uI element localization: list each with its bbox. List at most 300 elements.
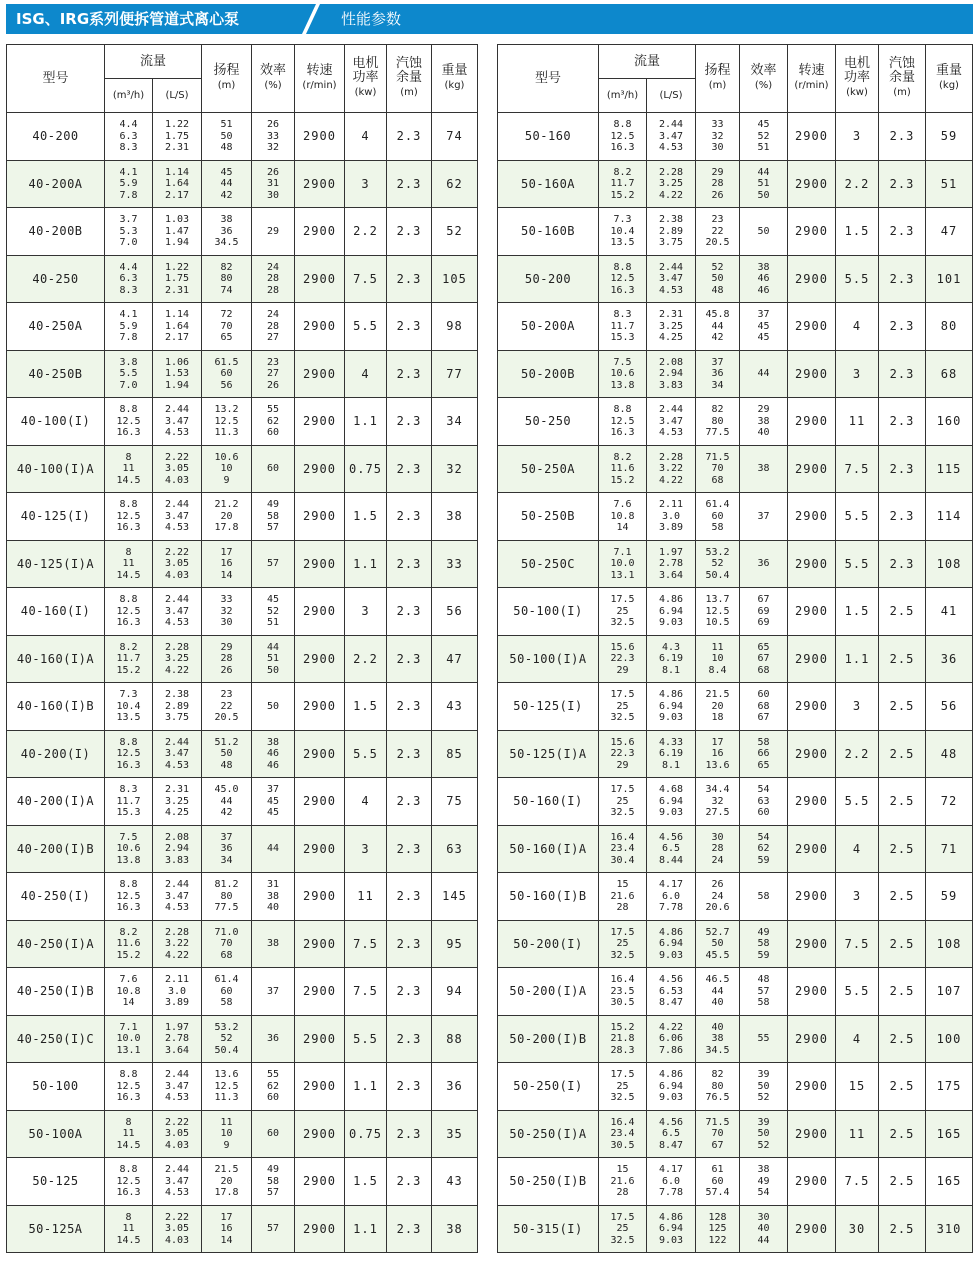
flow-ls-cell-value: 3.47: [164, 605, 190, 617]
flow-ls-cell: [647, 493, 696, 541]
flow-m3h-cell-value: 8.3: [119, 784, 138, 795]
model-cell: 50-125(I)A: [498, 730, 599, 778]
efficiency-cell: [740, 160, 788, 208]
flow-m3h-cell-value: 7.3: [613, 214, 632, 225]
npsh-cell: 2.5: [879, 1110, 926, 1158]
flow-ls-cell-value: 6.5: [661, 1128, 681, 1139]
efficiency-cell-value: 23: [266, 356, 280, 368]
model-cell: 50-125A: [7, 1205, 105, 1253]
npsh-cell: 2.3: [387, 588, 432, 636]
model-cell: 40-250(I)B: [7, 968, 105, 1016]
head-cell-value: 34.5: [705, 1044, 730, 1056]
motor-power-cell: 5.5: [345, 303, 387, 351]
speed-cell: 2900: [295, 1063, 345, 1111]
head-cell-value: 44: [220, 795, 233, 807]
table-row: [7, 968, 478, 1016]
efficiency-cell-value: 50: [757, 189, 770, 201]
efficiency-cell-value: 62: [757, 843, 770, 854]
flow-ls-cell-value: 2.22: [164, 1211, 190, 1223]
flow-ls-cell-value: 1.97: [164, 1021, 190, 1033]
efficiency-cell-value: 54: [757, 831, 770, 843]
head-cell-value: 38: [711, 1033, 724, 1044]
weight-cell: 145: [432, 873, 478, 921]
weight-cell: 48: [926, 730, 973, 778]
flow-m3h-cell-value: 8.2: [613, 166, 632, 178]
efficiency-cell-value: 51: [266, 653, 280, 664]
col-flow: 流量: [105, 45, 202, 79]
efficiency-cell-value: 57: [757, 985, 770, 997]
head-cell-value: 40: [711, 1021, 724, 1033]
head-cell-value: 76.5: [705, 1092, 730, 1103]
speed-cell: 2900: [295, 635, 345, 683]
col-npsh-label: 汽蚀余量: [395, 56, 422, 85]
efficiency-cell: [740, 255, 788, 303]
head-cell-value: 13.2: [214, 404, 239, 415]
weight-cell: 75: [432, 778, 478, 826]
flow-ls-cell-value: 6.06: [658, 1033, 684, 1044]
motor-power-cell: 7.5: [836, 920, 879, 968]
flow-m3h-cell-value: 25: [616, 1080, 629, 1092]
weight-cell: 35: [432, 1110, 478, 1158]
flow-m3h-cell-value: 12.5: [610, 415, 635, 427]
flow-ls-cell-value: 8.1: [661, 759, 681, 771]
flow-m3h-cell-value: 8: [125, 546, 132, 558]
model-cell: 50-160(I)B: [498, 873, 599, 921]
motor-power-cell: 1.5: [345, 683, 387, 731]
page-title: ISG、IRG系列便拆管道式离心泵: [16, 10, 240, 28]
flow-m3h-cell: [105, 683, 153, 731]
efficiency-cell: [252, 255, 295, 303]
npsh-cell: 2.3: [387, 1158, 432, 1206]
weight-cell: 38: [432, 493, 478, 541]
efficiency-cell: 60: [252, 445, 295, 493]
efficiency-cell-value: 40: [757, 427, 770, 438]
flow-m3h-cell-value: 8.2: [119, 641, 138, 653]
head-cell-value: 70: [711, 1128, 724, 1139]
flow-ls-cell-value: 3.47: [164, 748, 190, 759]
flow-ls-cell: [153, 398, 202, 446]
flow-ls-cell-value: 3.22: [658, 463, 684, 474]
head-cell-value: 34: [220, 854, 233, 866]
flow-m3h-cell-value: 8.2: [613, 451, 632, 463]
flow-ls-cell-value: 1.64: [164, 178, 190, 189]
flow-ls-cell-value: 3.47: [164, 890, 190, 902]
head-cell-value: 34.5: [214, 237, 239, 248]
table-row: [7, 635, 478, 683]
efficiency-cell: [740, 113, 788, 161]
model-cell: 50-160(I)A: [498, 825, 599, 873]
efficiency-cell-value: 38: [266, 736, 280, 748]
efficiency-cell-value: 46: [266, 748, 280, 759]
model-cell: 50-250B: [498, 493, 599, 541]
motor-power-cell: 3: [345, 160, 387, 208]
flow-ls-cell-value: 3.47: [164, 1080, 190, 1092]
col-npsh-label: 汽蚀余量: [888, 56, 915, 85]
efficiency-cell: [252, 1158, 295, 1206]
model-cell: 50-200: [498, 255, 599, 303]
npsh-cell: 2.3: [387, 968, 432, 1016]
motor-power-cell: 11: [836, 398, 879, 446]
speed-cell: 2900: [788, 1110, 836, 1158]
head-cell-value: 80: [711, 415, 724, 427]
efficiency-cell-value: 62: [266, 1080, 280, 1092]
head-cell-value: 68: [711, 474, 724, 486]
col-weight: [926, 45, 973, 113]
flow-m3h-cell-value: 16.3: [610, 142, 635, 153]
flow-m3h-cell-value: 10.0: [610, 558, 635, 569]
flow-m3h-cell: [105, 493, 153, 541]
flow-m3h-cell-value: 7.1: [119, 1021, 138, 1033]
table-row: [498, 1205, 973, 1253]
head-cell: [202, 683, 252, 731]
speed-cell: 2900: [788, 540, 836, 588]
flow-m3h-cell: [599, 208, 647, 256]
head-cell: [696, 303, 740, 351]
model-cell: 40-250: [7, 255, 105, 303]
flow-m3h-cell-value: 17.5: [610, 926, 635, 938]
weight-cell: 47: [926, 208, 973, 256]
flow-ls-cell-value: 4.86: [658, 1211, 684, 1223]
motor-power-cell: 5.5: [345, 730, 387, 778]
head-cell-value: 28: [220, 653, 233, 664]
speed-cell: 2900: [295, 968, 345, 1016]
table-row: [7, 493, 478, 541]
flow-m3h-cell: [105, 540, 153, 588]
flow-ls-cell-value: 3.25: [164, 795, 190, 807]
head-cell-value: 42: [220, 807, 233, 818]
flow-m3h-cell-value: 7.6: [613, 499, 632, 510]
flow-ls-cell-value: 2.11: [658, 499, 684, 510]
model-cell: 50-160: [498, 113, 599, 161]
head-cell-value: 11.3: [214, 1092, 239, 1103]
speed-cell: 2900: [295, 825, 345, 873]
npsh-cell: 2.3: [879, 255, 926, 303]
head-cell: [696, 1158, 740, 1206]
motor-power-cell: 1.1: [836, 635, 879, 683]
flow-m3h-cell-value: 15.2: [610, 1021, 635, 1033]
model-cell: 50-315(I): [498, 1205, 599, 1253]
head-cell-value: 45.0: [214, 784, 239, 795]
col-model: 型号: [498, 45, 599, 113]
head-cell-value: 26: [711, 879, 724, 890]
head-cell: [696, 540, 740, 588]
head-cell-value: 68: [220, 949, 233, 961]
col-motor-power-unit: (kw): [846, 87, 868, 98]
head-cell-value: 50: [220, 748, 233, 759]
head-cell-value: 128: [708, 1211, 727, 1223]
flow-m3h-cell: [105, 1158, 153, 1206]
flow-m3h-cell-value: 11.7: [610, 320, 635, 332]
flow-m3h-cell-value: 11.6: [610, 463, 635, 474]
model-cell: 50-250(I)A: [498, 1110, 599, 1158]
head-cell: [696, 920, 740, 968]
col-npsh-unit: (m): [893, 87, 911, 98]
flow-m3h-cell-value: 17.5: [610, 784, 635, 795]
flow-m3h-cell-value: 3.7: [119, 214, 138, 225]
table-row: [7, 588, 478, 636]
flow-m3h-cell-value: 25: [616, 700, 629, 712]
table-row: [498, 255, 973, 303]
flow-ls-cell: [153, 1158, 202, 1206]
speed-cell: 2900: [295, 778, 345, 826]
efficiency-cell: 55: [740, 1015, 788, 1063]
flow-ls-cell-value: 4.17: [658, 1164, 684, 1175]
efficiency-cell-value: 58: [266, 1175, 280, 1187]
npsh-cell: 2.5: [879, 1063, 926, 1111]
head-cell-value: 40: [711, 997, 724, 1008]
flow-m3h-cell-value: 12.5: [610, 273, 635, 284]
motor-power-cell: 11: [345, 873, 387, 921]
flow-m3h-cell: [599, 540, 647, 588]
table-row: [7, 445, 478, 493]
flow-m3h-cell-value: 4.4: [119, 119, 138, 130]
flow-m3h-cell-value: 15.2: [116, 949, 141, 961]
model-cell: 50-160(I): [498, 778, 599, 826]
flow-ls-cell: [153, 113, 202, 161]
head-cell-value: 32: [220, 605, 233, 617]
flow-m3h-cell-value: 15.3: [116, 807, 141, 818]
flow-ls-cell-value: 3.0: [661, 510, 681, 522]
speed-cell: 2900: [295, 208, 345, 256]
motor-power-cell: 3: [836, 113, 879, 161]
speed-cell: 2900: [295, 350, 345, 398]
flow-m3h-cell: [105, 1110, 153, 1158]
flow-ls-cell-value: 1.75: [164, 130, 190, 142]
flow-ls-cell-value: 3.75: [658, 237, 684, 248]
flow-m3h-cell-value: 11: [122, 1128, 135, 1139]
col-head-label: 扬程: [704, 63, 731, 78]
motor-power-cell: 1.1: [345, 398, 387, 446]
efficiency-cell-value: 45: [757, 119, 770, 130]
head-cell: [202, 968, 252, 1016]
flow-ls-cell-value: 4.53: [658, 427, 684, 438]
flow-m3h-cell-value: 28: [616, 902, 629, 913]
efficiency-cell: 50: [252, 683, 295, 731]
efficiency-cell: [252, 303, 295, 351]
col-motor-power-unit: (kw): [354, 87, 377, 98]
model-cell: 40-125(I)A: [7, 540, 105, 588]
head-cell-value: 14: [220, 569, 233, 581]
flow-m3h-cell-value: 32.5: [610, 1092, 635, 1103]
flow-m3h-cell-value: 32.5: [610, 1234, 635, 1246]
flow-ls-cell: [153, 1205, 202, 1253]
model-cell: 50-200(I)B: [498, 1015, 599, 1063]
table-row: [498, 160, 973, 208]
weight-cell: 62: [432, 160, 478, 208]
flow-m3h-cell-value: 16.3: [116, 522, 141, 533]
model-cell: 50-100(I)A: [498, 635, 599, 683]
efficiency-cell-value: 38: [266, 890, 280, 902]
flow-m3h-cell: [105, 730, 153, 778]
flow-ls-cell-value: 6.94: [658, 938, 684, 949]
flow-m3h-cell-value: 12.5: [610, 130, 635, 142]
weight-cell: 85: [432, 730, 478, 778]
head-cell-value: 33: [711, 119, 724, 130]
flow-ls-cell: [647, 445, 696, 493]
flow-ls-cell: [647, 1158, 696, 1206]
head-cell-value: 16: [220, 558, 233, 569]
flow-m3h-cell-value: 8.8: [119, 1164, 138, 1175]
motor-power-cell: 0.75: [345, 1110, 387, 1158]
flow-ls-cell-value: 8.1: [661, 664, 681, 676]
col-flow-ls: (L/S): [647, 79, 696, 113]
motor-power-cell: 5.5: [836, 255, 879, 303]
head-cell-value: 37: [220, 831, 233, 843]
head-cell-value: 10: [711, 653, 724, 664]
flow-ls-cell-value: 7.78: [658, 1187, 684, 1198]
head-cell-value: 51: [220, 119, 233, 130]
flow-ls-cell: [153, 825, 202, 873]
head-cell-value: 12.5: [705, 605, 730, 617]
flow-m3h-cell-value: 12.5: [116, 1175, 141, 1187]
efficiency-cell-value: 60: [266, 427, 280, 438]
flow-ls-cell-value: 2.28: [164, 641, 190, 653]
head-cell-value: 20: [220, 1175, 233, 1187]
head-cell-value: 24: [711, 854, 724, 866]
flow-m3h-cell-value: 4.1: [119, 309, 138, 320]
head-cell-value: 67: [711, 1139, 724, 1151]
efficiency-cell-value: 51: [757, 178, 770, 189]
flow-m3h-cell-value: 10.6: [116, 843, 141, 854]
weight-cell: 77: [432, 350, 478, 398]
speed-cell: 2900: [788, 683, 836, 731]
head-cell-value: 23: [711, 214, 724, 225]
col-speed-label: 转速: [798, 63, 825, 78]
flow-m3h-cell-value: 5.9: [119, 320, 138, 332]
head-cell: [202, 1015, 252, 1063]
efficiency-cell: [740, 303, 788, 351]
efficiency-cell-value: 60: [266, 1092, 280, 1103]
motor-power-cell: 1.5: [836, 588, 879, 636]
head-cell: [202, 398, 252, 446]
col-efficiency: [252, 45, 295, 113]
table-row: [7, 255, 478, 303]
table-row: [7, 113, 478, 161]
flow-ls-cell-value: 4.56: [658, 1116, 684, 1128]
flow-m3h-cell: [105, 825, 153, 873]
flow-ls-cell-value: 2.44: [658, 404, 684, 415]
table-row: [498, 825, 973, 873]
flow-ls-cell-value: 4.22: [658, 1021, 684, 1033]
efficiency-cell-value: 27: [266, 332, 280, 343]
flow-ls-cell-value: 2.44: [164, 1164, 190, 1175]
flow-m3h-cell-value: 11: [122, 463, 135, 474]
head-cell: [202, 778, 252, 826]
weight-cell: 80: [926, 303, 973, 351]
flow-m3h-cell-value: 15.3: [610, 332, 635, 343]
head-cell: [696, 873, 740, 921]
speed-cell: 2900: [788, 445, 836, 493]
table-row: [7, 683, 478, 731]
flow-ls-cell-value: 3.47: [658, 130, 684, 142]
flow-ls-cell-value: 4.86: [658, 1069, 684, 1080]
head-cell-value: 52.7: [705, 926, 730, 938]
flow-m3h-cell-value: 11.6: [116, 938, 141, 949]
flow-ls-cell: [153, 920, 202, 968]
model-cell: 40-125(I): [7, 493, 105, 541]
flow-m3h-cell-value: 15.6: [610, 736, 635, 748]
head-cell: [696, 113, 740, 161]
head-cell-value: 17.8: [214, 1187, 239, 1198]
head-cell: [696, 730, 740, 778]
head-cell-value: 48: [220, 142, 233, 153]
speed-cell: 2900: [788, 825, 836, 873]
flow-ls-cell-value: 3.64: [658, 569, 684, 581]
efficiency-cell: 38: [252, 920, 295, 968]
npsh-cell: 2.5: [879, 683, 926, 731]
flow-m3h-cell-value: 14.5: [116, 1234, 141, 1246]
speed-cell: 2900: [788, 588, 836, 636]
flow-m3h-cell-value: 11.7: [116, 653, 141, 664]
head-cell-value: 32: [711, 795, 724, 807]
flow-m3h-cell-value: 30.5: [610, 1139, 635, 1151]
flow-ls-cell-value: 2.44: [164, 499, 190, 510]
flow-ls-cell: [647, 113, 696, 161]
flow-ls-cell: [647, 1015, 696, 1063]
flow-m3h-cell: [105, 303, 153, 351]
motor-power-cell: 7.5: [836, 445, 879, 493]
efficiency-cell-value: 46: [757, 273, 770, 284]
efficiency-cell: [740, 635, 788, 683]
head-cell-value: 20: [711, 700, 724, 712]
weight-cell: 56: [432, 588, 478, 636]
head-cell-value: 65: [220, 332, 233, 343]
flow-ls-cell: [153, 968, 202, 1016]
motor-power-cell: 3: [345, 588, 387, 636]
flow-m3h-cell-value: 32.5: [610, 949, 635, 961]
efficiency-cell-value: 52: [757, 1139, 770, 1151]
head-cell-value: 20.5: [214, 712, 239, 723]
head-cell: [202, 730, 252, 778]
flow-m3h-cell-value: 12.5: [116, 415, 141, 427]
flow-m3h-cell-value: 23.4: [610, 1128, 635, 1139]
model-cell: 50-200(I)A: [498, 968, 599, 1016]
weight-cell: 51: [926, 160, 973, 208]
efficiency-cell-value: 59: [757, 854, 770, 866]
motor-power-cell: 7.5: [345, 255, 387, 303]
model-cell: 50-160A: [498, 160, 599, 208]
flow-ls-cell: [647, 255, 696, 303]
head-cell-value: 50: [711, 273, 724, 284]
efficiency-cell-value: 58: [266, 510, 280, 522]
efficiency-cell-value: 57: [266, 1187, 280, 1198]
head-cell-value: 58: [220, 997, 233, 1008]
head-cell: [202, 540, 252, 588]
flow-m3h-cell-value: 10.4: [610, 225, 635, 237]
head-cell: [202, 1063, 252, 1111]
flow-ls-cell: [153, 730, 202, 778]
efficiency-cell: [740, 730, 788, 778]
npsh-cell: 2.3: [879, 350, 926, 398]
weight-cell: 33: [432, 540, 478, 588]
flow-ls-cell-value: 1.22: [164, 261, 190, 273]
flow-ls-cell-value: 3.0: [167, 985, 187, 997]
head-cell: [202, 920, 252, 968]
flow-m3h-cell-value: 12.5: [116, 1080, 141, 1092]
table-row: [498, 588, 973, 636]
efficiency-cell-value: 45: [266, 594, 280, 605]
head-cell-value: 82: [711, 404, 724, 415]
col-efficiency-unit: (%): [754, 80, 773, 91]
head-cell: [202, 113, 252, 161]
npsh-cell: 2.3: [387, 350, 432, 398]
flow-m3h-cell-value: 8: [125, 451, 132, 463]
npsh-cell: 2.3: [879, 208, 926, 256]
motor-power-cell: 2.2: [345, 635, 387, 683]
flow-ls-cell: [647, 920, 696, 968]
flow-m3h-cell-value: 16.3: [116, 1187, 141, 1198]
head-cell-value: 14: [220, 1234, 233, 1246]
